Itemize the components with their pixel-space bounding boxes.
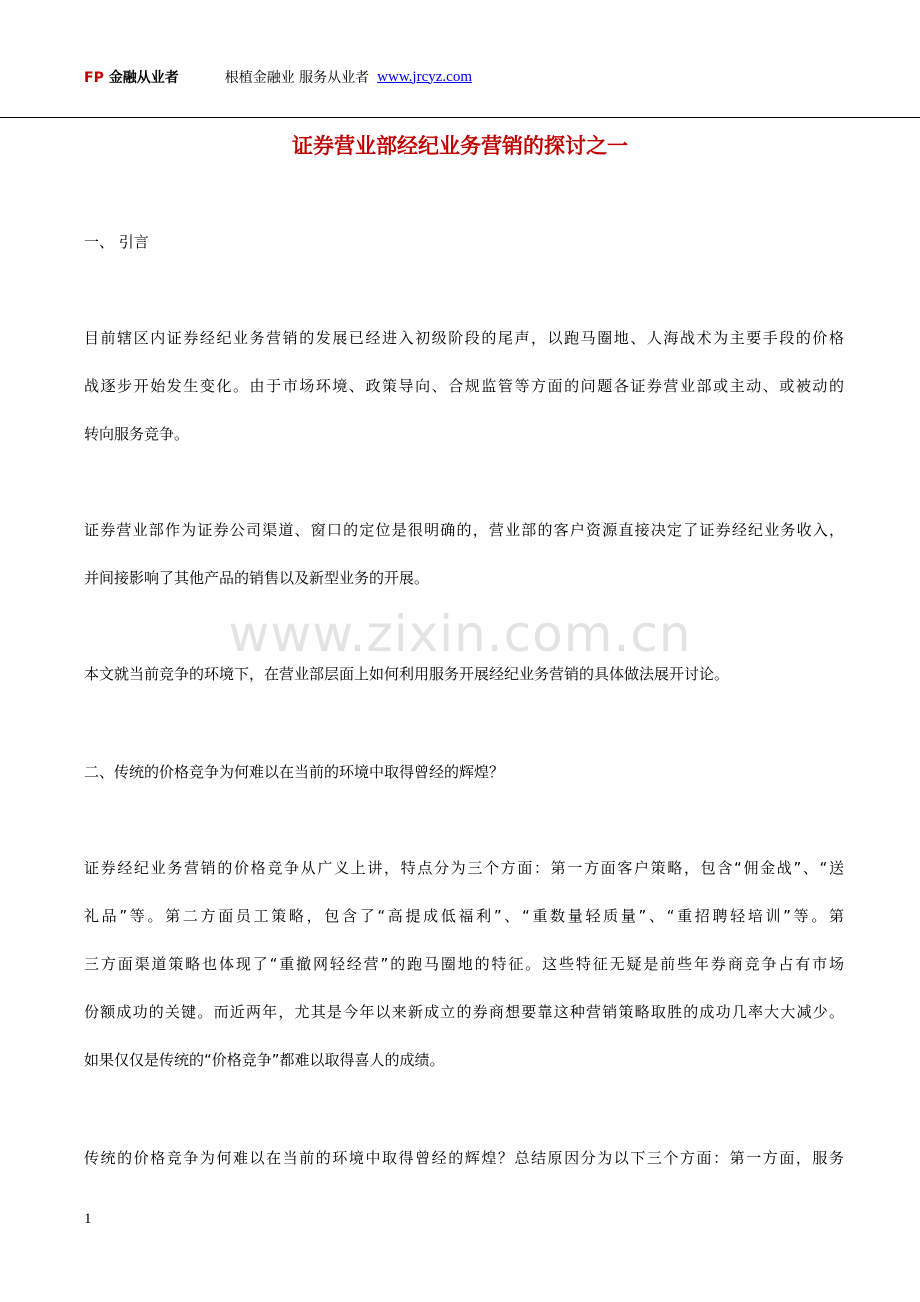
paragraph-line: 并间接影响了其他产品的销售以及新型业务的开展。 (84, 569, 430, 587)
brand-fp: FP (84, 70, 104, 86)
page-header (84, 66, 472, 88)
paragraph-line: 份额成功的关键。而近两年，尤其是今年以来新成立的券商想要靠这种营销策略取胜的成功几率大大减少。 (84, 1003, 844, 1021)
paragraph-line: 转向服务竞争。 (84, 425, 190, 443)
header-tagline: 根植金融业 服务从业者 (224, 70, 370, 86)
paragraph-line: 传统的价格竞争为何难以在当前的环境中取得曾经的辉煌？总结原因分为以下三个方面：第一方面，服务 (84, 1149, 844, 1167)
brand-name: 金融从业者 (108, 70, 179, 86)
header-divider (0, 117, 920, 118)
paragraph-line: 三方面渠道策略也体现了“重撤网轻经营”的跑马圈地的特征。这些特征无疑是前些年券商竞争占有市场 (84, 955, 844, 973)
section-heading-intro: 一、 引言 (84, 233, 149, 251)
paragraph-line: 战逐步开始发生变化。由于市场环境、政策导向、合规监管等方面的问题各证券营业部或主动、或被动的 (84, 377, 844, 395)
website-link[interactable]: www.jrcyz.com (377, 68, 472, 85)
section-heading-price-competition: 二、传统的价格竞争为何难以在当前的环境中取得曾经的辉煌？ (84, 763, 505, 781)
paragraph-line: 如果仅仅是传统的“价格竞争”都难以取得喜人的成绩。 (84, 1051, 445, 1069)
paragraph-line: 本文就当前竞争的环境下，在营业部层面上如何利用服务开展经纪业务营销的具体做法展开讨论。 (84, 665, 730, 683)
paragraph-line: 证券营业部作为证券公司渠道、窗口的定位是很明确的，营业部的客户资源直接决定了证券经纪业务收入， (84, 521, 844, 539)
brand-logo (84, 67, 179, 87)
paragraph-line: 目前辖区内证券经纪业务营销的发展已经进入初级阶段的尾声，以跑马圈地、人海战术为主要手段的价格 (84, 329, 844, 347)
document-title: 证券营业部经纪业务营销的探讨之一 (292, 134, 628, 158)
paragraph-line: 礼品”等。第二方面员工策略，包含了“高提成低福利”、“重数量轻质量”、“重招聘轻培训”等。第 (84, 907, 844, 925)
paragraph-line: 证券经纪业务营销的价格竞争从广义上讲，特点分为三个方面：第一方面客户策略，包含“佣金战”、“送 (84, 859, 844, 877)
page-number: 1 (84, 1211, 92, 1227)
watermark: www.zixin.com.cn (228, 605, 692, 663)
